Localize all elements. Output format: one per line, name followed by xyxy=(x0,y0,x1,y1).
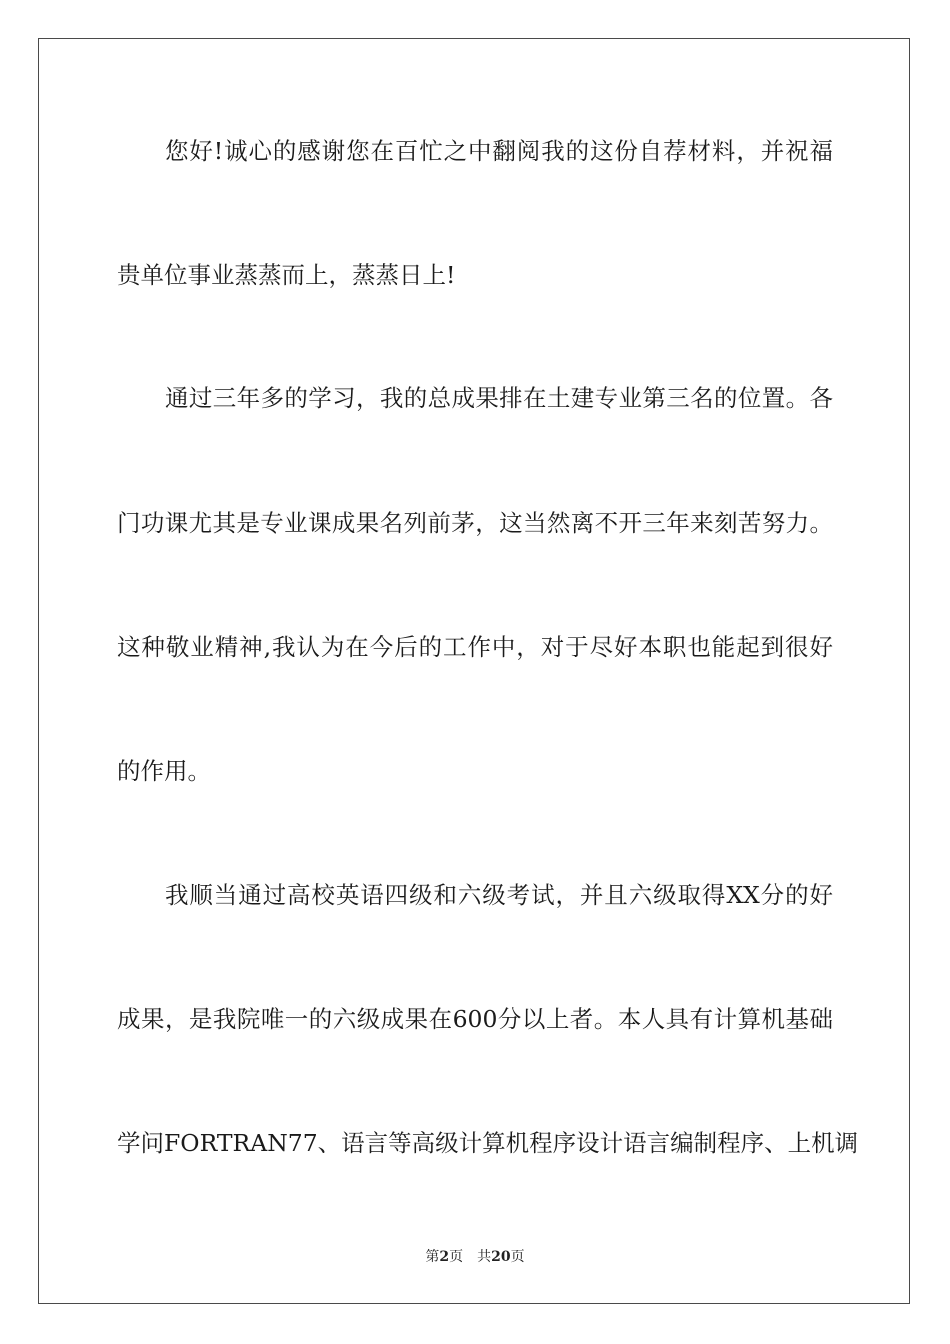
paragraph-2-line-4: 的作用。 xyxy=(117,757,211,785)
page-number: 2 xyxy=(439,1249,450,1265)
total-unit: 页 xyxy=(510,1249,525,1265)
paragraph-3-line-1: 我顺当通过高校英语四级和六级考试，并且六级取得XX分的好 xyxy=(165,881,833,909)
page-prefix: 第 xyxy=(425,1249,440,1265)
paragraph-2-line-2: 门功课尤其是专业课成果名列前茅，这当然离不开三年来刻苦努力。 xyxy=(117,509,833,537)
paragraph-3-line-3: 学问FORTRAN77、语言等高级计算机程序设计语言编制程序、上机调 xyxy=(117,1129,859,1157)
total-pages: 20 xyxy=(491,1249,511,1265)
page-footer xyxy=(0,1248,950,1266)
paragraph-2-line-3: 这种敬业精神,我认为在今后的工作中，对于尽好本职也能起到很好 xyxy=(117,633,833,661)
paragraph-2-line-1: 通过三年多的学习，我的总成果排在土建专业第三名的位置。各 xyxy=(165,384,833,412)
paragraph-1-line-2: 贵单位事业蒸蒸而上，蒸蒸日上! xyxy=(117,261,456,289)
page-border xyxy=(38,38,910,1304)
page-unit: 页 xyxy=(449,1249,464,1265)
paragraph-1-line-1: 您好!诚心的感谢您在百忙之中翻阅我的这份自荐材料，并祝福 xyxy=(165,137,833,165)
paragraph-3-line-2: 成果，是我院唯一的六级成果在600分以上者。本人具有计算机基础 xyxy=(117,1005,833,1033)
total-prefix: 共 xyxy=(477,1249,492,1265)
